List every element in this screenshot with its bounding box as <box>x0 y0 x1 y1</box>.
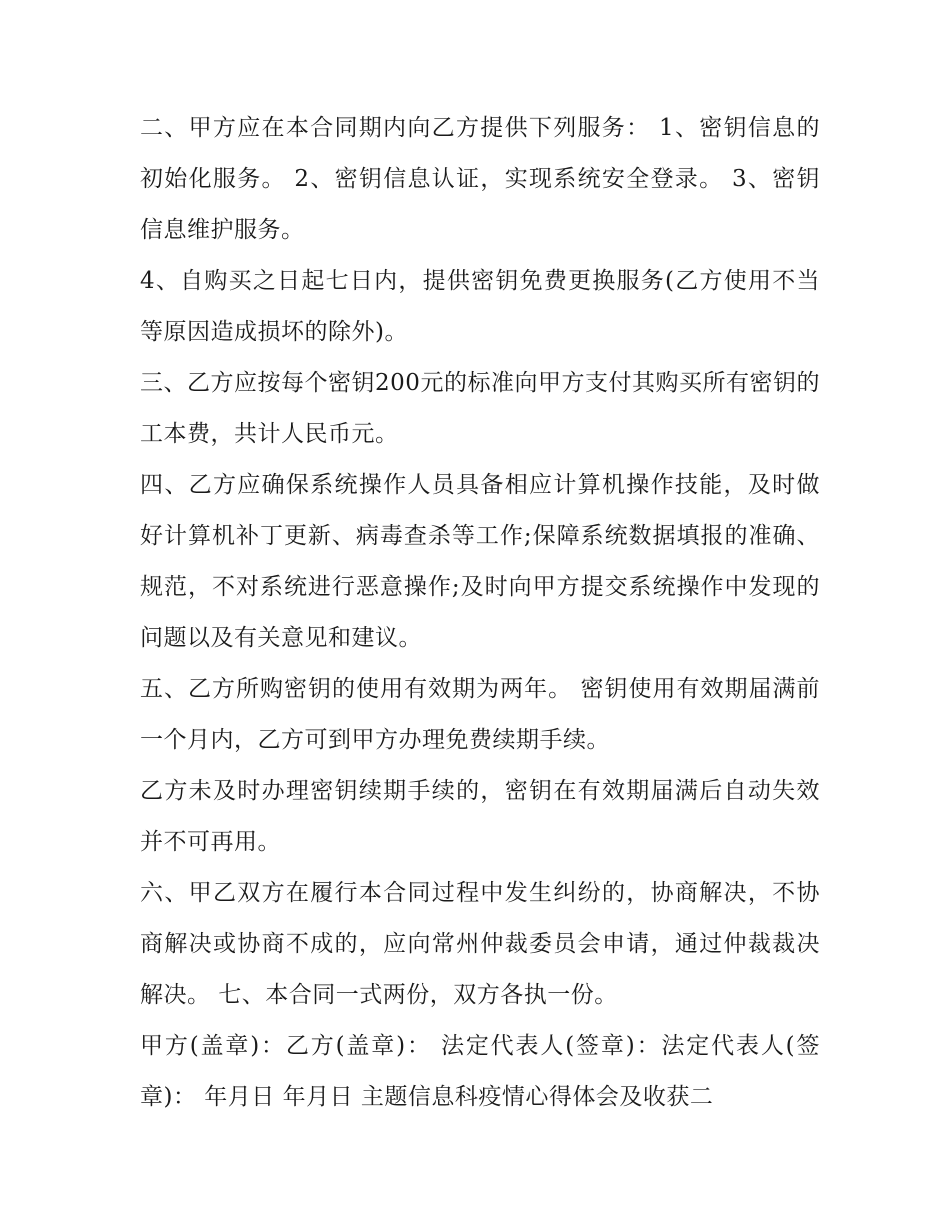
document-body <box>140 103 820 1123</box>
paragraph-disputes: 六、甲乙双方在履行本合同过程中发生纠纷的，协商解决，不协商解决或协商不成的，应向常州仲裁委员会申请，通过仲裁裁决解决。 七、本合同一式两份，双方各执一份。 <box>140 880 820 1008</box>
paragraph-validity: 五、乙方所购密钥的使用有效期为两年。 密钥使用有效期届满前一个月内，乙方可到甲方办理免费续期手续。 <box>140 676 820 753</box>
paragraph-key-replacement: 4、自购买之日起七日内，提供密钥免费更换服务(乙方使用不当等原因造成损坏的除外)。 <box>140 268 820 345</box>
paragraph-fee: 三、乙方应按每个密钥200元的标准向甲方支付其购买所有密钥的工本费，共计人民币元。 <box>140 370 820 447</box>
paragraph-operator-duties: 四、乙方应确保系统操作人员具备相应计算机操作技能，及时做好计算机补丁更新、病毒查杀等工作;保障系统数据填报的准确、规范，不对系统进行恶意操作;及时向甲方提交系统操作中发现的问题以及有关意见和建议。 <box>140 472 820 651</box>
paragraph-signatures: 甲方(盖章)：乙方(盖章)： 法定代表人(签章)：法定代表人(签章)： 年月日 年月日 主题信息科疫情心得体会及收获二 <box>140 1033 820 1110</box>
paragraph-services: 二、甲方应在本合同期内向乙方提供下列服务： 1、密钥信息的初始化服务。 2、密钥信息认证，实现系统安全登录。 3、密钥信息维护服务。 <box>140 115 820 243</box>
paragraph-expiry: 乙方未及时办理密钥续期手续的，密钥在有效期届满后自动失效并不可再用。 <box>140 778 820 855</box>
